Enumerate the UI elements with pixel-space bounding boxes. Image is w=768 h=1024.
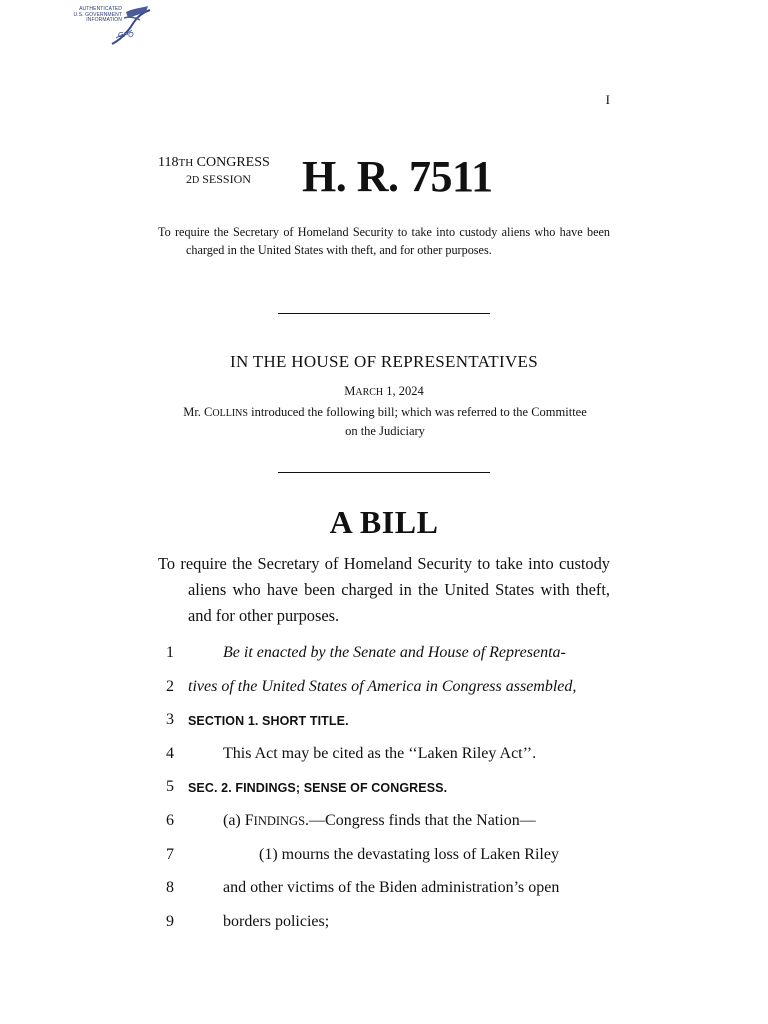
line-number: 3: [166, 711, 174, 728]
paragraph-text: borders policies;: [223, 913, 330, 930]
gpo-seal: [58, 4, 150, 48]
session-label: 2D SESSION: [186, 172, 251, 186]
divider: [278, 472, 490, 473]
divider: [278, 313, 490, 314]
section-heading: SECTION 1. SHORT TITLE.: [188, 714, 349, 728]
section-text: This Act may be cited as the ‘‘Laken Riley Act’’.: [223, 745, 537, 762]
line-number: 4: [166, 745, 174, 762]
enacting-clause: tives of the United States of America in Congress assembled,: [188, 678, 577, 695]
line-number: 2: [166, 678, 174, 695]
line-number: 9: [166, 913, 174, 930]
bill-number: H. R. 7511: [302, 152, 493, 201]
purpose-summary: To require the Secretary of Homeland Security to take into custody aliens who have been charged in the United States with theft, and for other purposes.: [158, 225, 610, 257]
bill-heading: A BILL: [329, 504, 439, 540]
congress-label: 118TH CONGRESS: [158, 155, 270, 170]
eagle-icon: [106, 4, 152, 48]
section-heading: SEC. 2. FINDINGS; SENSE OF CONGRESS.: [188, 781, 448, 795]
introduction-date: MARCH 1, 2024: [344, 384, 424, 398]
line-number: 5: [166, 778, 174, 795]
paragraph-text: (1) mourns the devastating loss of Laken Riley: [259, 846, 559, 863]
paragraph-text: and other victims of the Biden administration’s open: [223, 879, 560, 896]
introduction-statement: Mr. COLLINS introduced the following bill; which was referred to the Committee on the Judiciary: [183, 405, 587, 438]
page-mark: I: [605, 92, 610, 107]
chamber-title: IN THE HOUSE OF REPRESENTATIVES: [230, 352, 538, 371]
line-number: 7: [166, 846, 174, 863]
seal-text: AUTHENTICATED U.S. GOVERNMENT INFORMATION: [73, 6, 122, 24]
subsection-text: (a) FINDINGS.—Congress finds that the Nation—: [223, 812, 536, 829]
enacting-clause: Be it enacted by the Senate and House of Representa-: [223, 644, 566, 661]
gpo-mark: GPO: [118, 32, 134, 39]
line-number: 1: [166, 644, 174, 661]
line-number: 8: [166, 879, 174, 896]
line-number: 6: [166, 812, 174, 829]
bill-purpose: To require the Secretary of Homeland Security to take into custody aliens who have been charged in the United States with theft, and for other purposes.: [158, 554, 610, 625]
